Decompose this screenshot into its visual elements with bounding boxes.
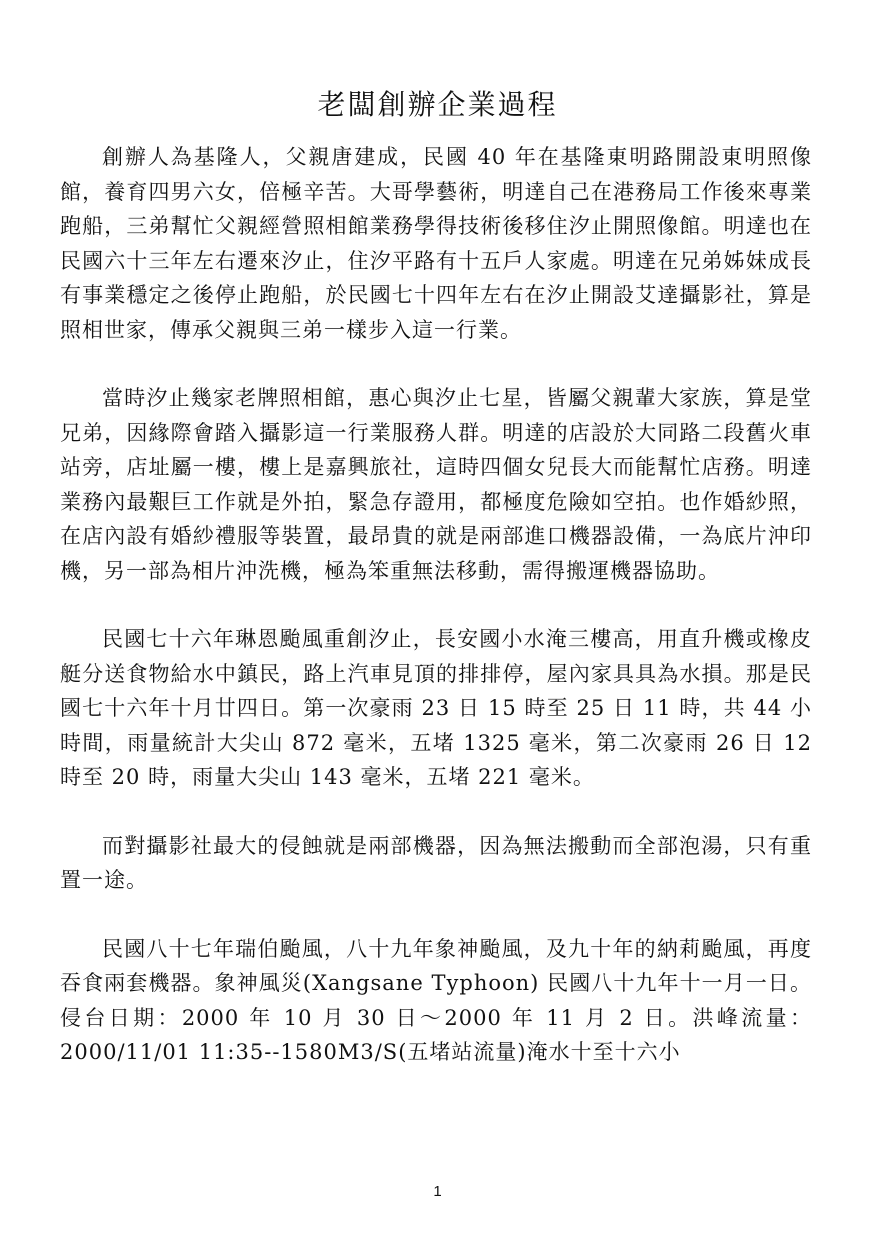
document-body — [60, 140, 812, 1070]
paragraph-2: 當時汐止幾家老牌照相館，惠心與汐止七星，皆屬父親輩大家族，算是堂兄弟，因緣際會踏入攝影這一行業服務人群。明達的店設於大同路二段舊火車站旁，店址屬一樓，樓上是嘉興旅社，這時四個女兒長大而能幫忙店務。明達業務內最艱巨工作就是外拍，緊急存證用，都極度危險如空拍。也作婚紗照，在店內設有婚紗禮服等裝置，最昂貴的就是兩部進口機器設備，一為底片沖印機，另一部為相片沖洗機，極為笨重無法移動，需得搬運機器協助。 — [60, 386, 812, 583]
paragraph-5: 民國八十七年瑞伯颱風，八十九年象神颱風，及九十年的納莉颱風，再度吞食兩套機器。象神風災(Xangsane Typhoon) 民國八十九年十一月一日。侵台日期：2000 年 10 月 30 日～2000 年 11 月 2 日。洪峰流量：2000/11/01 11:35--1580M3/S(五堵站流量)淹水十至十六小 — [60, 936, 812, 1064]
page-number: 1 — [433, 1183, 442, 1200]
paragraph-4: 而對攝影社最大的侵蝕就是兩部機器，因為無法搬動而全部泡湯，只有重置一途。 — [60, 833, 812, 892]
paragraph-3: 民國七十六年琳恩颱風重創汐止，長安國小水淹三樓高，用直升機或橡皮艇分送食物給水中鎮民，路上汽車見頂的排排停，屋內家具具為水損。那是民國七十六年十月廿四日。第一次豪雨 23 日 15 時至 25 日 11 時，共 44 小時間，雨量統計大尖山 872 毫米，五堵 1325 毫米，第二次豪雨 26 日 12 時至 20 時，雨量大尖山 143 毫米，五堵 221 毫米。 — [60, 627, 812, 789]
document-title: 老闆創辦企業過程 — [317, 87, 558, 121]
paragraph-1: 創辦人為基隆人，父親唐建成，民國 40 年在基隆東明路開設東明照像館，養育四男六女，倍極辛苦。大哥學藝術，明達自己在港務局工作後來專業跑船，三弟幫忙父親經營照相館業務學得技術後移住汐止開照像館。明達也在民國六十三年左右遷來汐止，住汐平路有十五戶人家處。明達在兄弟姊妹成長有事業穩定之後停止跑船，於民國七十四年左右在汐止開設艾達攝影社，算是照相世家，傳承父親與三弟一樣步入這一行業。 — [60, 145, 812, 342]
